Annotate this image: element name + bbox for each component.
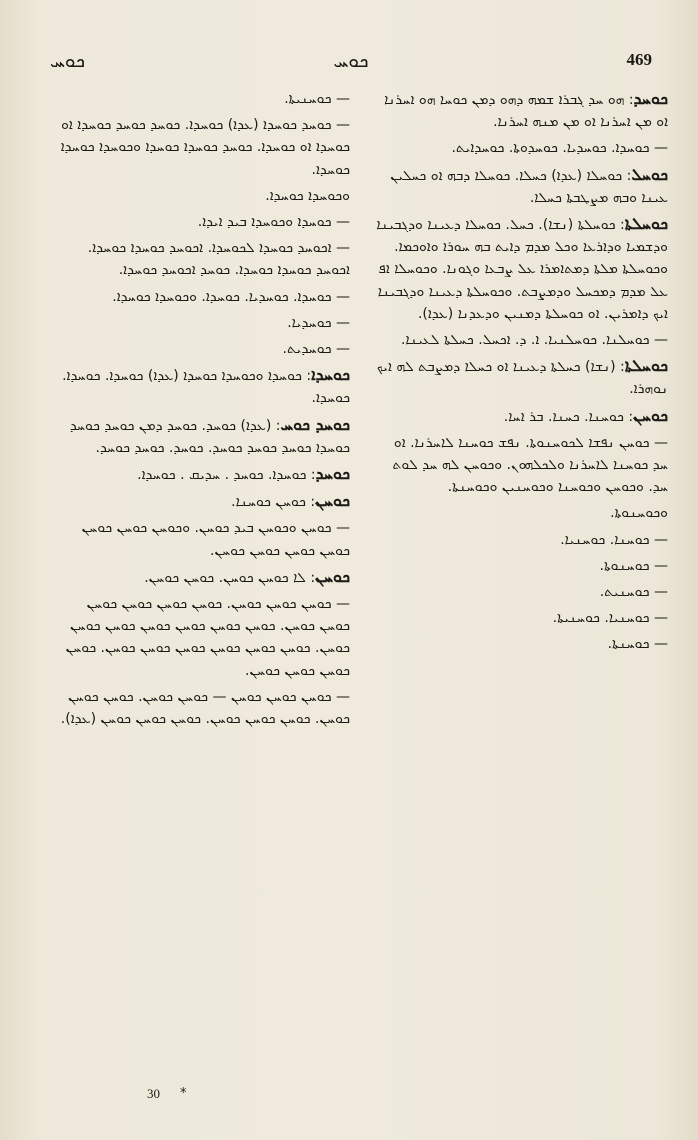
dictionary-entry (376, 502, 668, 524)
dictionary-entry (58, 593, 350, 682)
entry-headword: ܟܘܚܢ (315, 566, 350, 586)
left-column (58, 88, 350, 734)
signature-star: * (180, 1086, 187, 1101)
header-center-title: ܟܘܚ (333, 50, 369, 72)
entry-headword: ܟܘܚܢ (633, 405, 668, 425)
dictionary-entry: ܟܘܚܢ: ܠܐ ܟܘܚܢ ܟܘܚܢ. ܟܘܚܢ ܟܘܚܢ. (144, 566, 350, 586)
dictionary-entry (376, 432, 668, 499)
entry-text: — ܟܘܚܕܝܐ. (287, 314, 350, 331)
entry-headword: ܟܘܚܠܬܐ (624, 356, 668, 376)
dictionary-entry (58, 686, 350, 730)
dictionary-entry: ܟܘܚܕ ܟܘܚ: (ܥܕܐ) ܟܘܚܕ. ܟܘܚܕ ܕܡܢ ܟܘܚܕ ܟܘܚܕ ܟܘܚܕܐ ܟܘܚܕ ܟܘܚܕ ܟܘܚܕ. ܟܘܚܕ. ܟܘܚܕ ܟܘܚܕ. (69, 414, 350, 456)
dictionary-entry (58, 338, 350, 360)
dictionary-entry (376, 529, 668, 551)
entry-text: — ܟܘܚܢ ܟܘܚܢ ܟܘܚܢ. ܟܘܚܢ ܟܘܚܢ ܟܘܚܢ ܟܘܚܢ ܟܘܚܢ ܟܘܚܢ. ܟܘܚܢ ܟܘܚܢ ܟܘܚܢ ܟܘܚܢ ܟܘܚܢ ܟܘܚܢ ܟܘܚܢ. ܟܘܚܢ ܟܘܚܢ ܟܘܚܢ ܟܘܚܢ ܟܘܚܢ ܟܘܚܢ. ܟܘܚܢ ܟܘܚܢ ܟܘܚܢ ܟܘܚܢ. (65, 596, 350, 679)
dictionary-entry (58, 517, 350, 561)
entry-text: ܘܟܘܚܢܘܬܐ. (610, 505, 668, 522)
entry-text: — ܟܘܚܕܐ. ܟܘܚܕܝܐ. ܟܘܚܕܐ. ܘܟܘܚܕܐ ܟܘܚܕܐ. (112, 288, 350, 305)
dictionary-entry: ܟܘܚܠܬܐ: (ܢܫܐ) ܟܚܠܬܐ ܕܥܝܢܐ ܐܘ ܟܚܠܐ ܕܡܨܒܬ ܠܗ ܐܝܟ ܢܘܗܪܐ. (376, 356, 668, 398)
entry-text: — ܟܘܚܢܝܬܐ. (284, 91, 350, 107)
dictionary-entry: ܟܘܚܕ: ܟܘܚܕܐ. ܟܘܚܕ . ܚܕܝܩ . ܟܘܚܕܐ. (137, 464, 350, 484)
header-left-catchword: ܟܘܚ (50, 50, 86, 72)
dictionary-entry (376, 329, 668, 351)
entry-text: — ܟܘܚܢܝܬ. (599, 584, 668, 601)
dictionary-entry (376, 633, 668, 655)
dictionary-entry: ܟܘܚܕܐ: ܟܘܚܕܐ ܘܟܘܚܕܐ ܟܘܚܕܐ (ܥܕܐ) ܟܘܚܕܐ. ܟܘܚܕܐ. ܟܘܚܕܐ. (62, 365, 350, 407)
dictionary-entry (58, 185, 350, 207)
entry-text: — ܟܘܚܕܐ. ܟܘܚܕܝܐ. ܟܘܚܕܘܬܐ. ܟܘܚܕܐܝܬ. (451, 140, 668, 157)
entry-text: — ܟܘܚܢܘܬܐ. (599, 557, 668, 574)
entry-text: — ܟܘܚܠܢܐ. ܟܘܚܠܢܝܐ. ܐ. ܕ. ܐܟܚܠ. ܟܚܠܬܐ ܠܥܝܢܐ. (400, 332, 668, 349)
running-header (44, 50, 658, 76)
signature-mark: 30 (147, 1086, 160, 1101)
entry-text: — ܐܟܘܚܕ ܟܘܚܕܐ ܠܟܘܚܕܐ. ܐܟܘܚܕ ܟܘܚܕܐ ܟܘܚܕܐ. ܐܟܘܚܕ ܟܘܚܕܐ ܟܘܚܕܐ. ܟܘܚܕ ܐܟܘܚܕ ܟܘܚܕܐ. (87, 240, 350, 279)
page-number: 469 (626, 50, 652, 69)
entry-text: — ܟܘܚܢ ܟܘܚܢ ܟܘܚܢ — ܟܘܚܢ ܟܘܚܢ. ܟܘܚܢ ܟܘܚܢ ܟܘܚܢ. ܟܘܚܢ ܟܘܚܢ ܟܘܚܢ. ܟܘܚܢ ܟܘܚܢ ܟܘܚܢ (ܥܕܐ). (60, 688, 350, 728)
right-column (376, 88, 668, 660)
dictionary-entry: ܟܘܚܠ: ܟܘܚܠܐ (ܥܕܐ) ܟܚܠܐ. ܟܘܚܠܐ ܕܒܗ ܐܘ ܟܚܠܝܢ ܥܝܢܐ ܘܒܗ ܡܨܛܒܬܐ ܟܚܠܐ. (390, 164, 668, 206)
dictionary-entry: ܟܘܚܠܬܐ: ܟܘܚܠܬܐ (ܢܫܐ). ܟܚܠ. ܟܘܚܠܐ ܕܥܝܢܐ ܘܕܓܒܝܢܐ ܘܕܫܡܝܐ ܘܕܐܪܥܐ ܘܟܠ ܡܕܡ ܕܐܝܬ ܒܗ ܚܘܪܐ ܘܐܘܟܡܐ. ܘܟܘܚܠܬܐ ܡܠܬܐ ܕܡܬܐܡܪܐ ܥܠ ܨܒܥܐ ܘܓܘܢܐ. ܘܟܘܚܠܐ ܐܦ ܥܠ ܡܕܡ ܕܡܟܚܠ ܘܕܡܨܒܬ. ܘܟܘܚܠܬܐ ܕܥܝܢܐ ܘܕܓܒܝܢܐ ܐܝܟ ܕܐܡܪܝܢ. ܐܘ ܟܘܚܠܬܐ ܕܡܢܝܢ ܘܕܥܕܢܐ (ܥܕܐ). (376, 214, 668, 322)
entry-headword: ܟܘܚܕ ܟܘܚ (280, 414, 350, 434)
entry-text: — ܟܘܚܢܝܐ. ܟܘܚܢܝܬܐ. (552, 610, 668, 627)
dictionary-entry (376, 581, 668, 603)
entry-text: — ܟܘܚܢܬܐ. (607, 636, 668, 653)
entry-headword: ܟܘܚܠ (631, 164, 668, 184)
dictionary-entry: ܟܘܚܕ: ܗܘ ܚܕ ܓܒܪܐ ܫܡܗ ܕܗܘ ܕܡܢ ܟܘܚܐ ܗܘ ܐܚܪܢܐ ܐܘ ܡܢ ܐܚܪܢܐ ܐܘ ܡܢ ܡܢܗ ܐܚܪܢܐ. (384, 89, 668, 131)
entry-text: ܠܐ ܟܘܚܢ ܟܘܚܢ. ܟܘܚܢ ܟܘܚܢ. (144, 569, 306, 586)
dictionary-entry (376, 137, 668, 159)
dictionary-entry (58, 237, 350, 281)
entry-text: ܟܘܚܕܐ ܘܟܘܚܕܐ ܟܘܚܕܐ (ܥܕܐ) ܟܘܚܕܐ. ܟܘܚܕܐ. ܟܘܚܕܐ. (62, 368, 350, 407)
entry-text: ܟܘܚܠܐ (ܥܕܐ) ܟܚܠܐ. ܟܘܚܠܐ ܕܒܗ ܐܘ ܟܚܠܝܢ ܥܝܢܐ ܘܒܗ ܡܨܛܒܬܐ ܟܚܠܐ. (390, 167, 668, 206)
entry-headword: ܟܘܚܕܐ (311, 365, 350, 385)
entry-headword: ܟܘܚܕ (633, 89, 668, 108)
entry-text: ܟܘܚܢ ܟܘܚܢܐ. (231, 494, 306, 511)
entry-text: (ܥܕܐ) ܟܘܚܕ. ܟܘܚܕ ܕܡܢ ܟܘܚܕ ܟܘܚܕ ܟܘܚܕܐ ܟܘܚܕ ܟܘܚܕ ܟܘܚܕ. ܟܘܚܕ. ܟܘܚܕ ܟܘܚܕ. (69, 417, 350, 456)
entry-text: — ܟܘܚܢܐ. ܟܘܚܢܝܐ. (560, 531, 668, 548)
dictionary-entry (58, 286, 350, 308)
entry-headword: ܟܘܚܢ (315, 491, 350, 511)
dictionary-entry (376, 555, 668, 577)
entry-text: ܘܟܘܚܕܐ ܟܘܚܕܐ. (265, 187, 350, 204)
entry-headword: ܟܘܚܕ (315, 464, 350, 484)
dictionary-entry (58, 312, 350, 334)
entry-text: — ܟܘܚܢ ܢܦܫܐ ܠܟܘܚܢܘܬܐ. ܢܦܫ ܟܘܚܢܐ ܠܐܚܪܢܐ. ܐܘ ܚܕ ܟܘܚܢܐ ܠܐܚܪܢܐ ܘܠܟܠܗܘܢ. ܘܟܘܚܢ ܠܗ ܚܕ ܠܘܬ ܚܕ. ܘܟܘܚܢ ܘܟܘܚܢܐ ܘܟܘܚܢܝܢ ܘܟܘܚܢܬܐ. (392, 434, 668, 496)
entry-text: ܟܘܚܢܐ. ܟܚܢܐ. ܒܪ ܐܚܐ. (503, 408, 624, 425)
entry-text: ܟܘܚܠܬܐ (ܢܫܐ). ܟܚܠ. ܟܘܚܠܐ ܕܥܝܢܐ ܘܕܓܒܝܢܐ ܘܕܫܡܝܐ ܘܕܐܪܥܐ ܘܟܠ ܡܕܡ ܕܐܝܬ ܒܗ ܚܘܪܐ ܘܐܘܟܡܐ. ܘܟܘܚܠܬܐ ܡܠܬܐ ܕܡܬܐܡܪܐ ܥܠ ܨܒܥܐ ܘܓܘܢܐ. ܘܟܘܚܠܐ ܐܦ ܥܠ ܡܕܡ ܕܡܟܚܠ ܘܕܡܨܒܬ. ܘܟܘܚܠܬܐ ܕܥܝܢܐ ܘܕܓܒܝܢܐ ܐܝܟ ܕܐܡܪܝܢ. ܐܘ ܟܘܚܠܬܐ ܕܡܢܝܢ ܘܕܥܕܢܐ (ܥܕܐ). (376, 217, 668, 322)
entry-text: — ܟܘܚܕܐ ܘܟܘܚܕܐ ܒܝܕ ܐܝܕܐ. (197, 214, 350, 231)
dictionary-entry (58, 211, 350, 233)
entry-text: — ܟܘܚܢ ܘܟܘܚܢ ܒܝܕ ܟܘܚܢ. ܘܟܘܚܢ ܟܘܚܢ ܟܘܚܢ ܟܘܚܢ ܟܘܚܢ ܟܘܚܢ ܟܘܚܢ. (81, 520, 350, 559)
dictionary-entry: ܟܘܚܢ: ܟܘܚܢܐ. ܟܚܢܐ. ܒܪ ܐܚܐ. (503, 405, 668, 425)
dictionary-entry (58, 88, 350, 110)
entry-text: ܗܘ ܚܕ ܓܒܪܐ ܫܡܗ ܕܗܘ ܕܡܢ ܟܘܚܐ ܗܘ ܐܚܪܢܐ ܐܘ ܡܢ ܐܚܪܢܐ ܐܘ ܡܢ ܡܢܗ ܐܚܪܢܐ. (384, 92, 668, 131)
dictionary-entry (58, 114, 350, 181)
entry-text: ܟܘܚܕܐ. ܟܘܚܕ . ܚܕܝܩ . ܟܘܚܕܐ. (137, 467, 307, 484)
entry-text: — ܟܘܚܕܝܬ. (282, 341, 350, 358)
dictionary-entry: ܟܘܚܢ: ܟܘܚܢ ܟܘܚܢܐ. (231, 491, 350, 511)
dictionary-entry (376, 607, 668, 629)
entry-text: — ܟܘܚܕ ܟܘܚܕܐ (ܥܕܐ) ܟܘܚܕܐ. ܟܘܚܕ ܟܘܚܕ ܟܘܚܕܐ ܐܘ ܟܘܚܕܐ ܐܘ ܟܘܚܕܐ. ܟܘܚܕ ܟܘܚܕܐ ܟܘܚܕܐ ܘܟܘܚܕܐ ܟܘܚܕܐ ܟܘܚܕܐ. (60, 117, 350, 178)
entry-text: (ܢܫܐ) ܟܚܠܬܐ ܕܥܝܢܐ ܐܘ ܟܚܠܐ ܕܡܨܒܬ ܠܗ ܐܝܟ ܢܘܗܪܐ. (376, 359, 668, 398)
entry-headword: ܟܘܚܠܬܐ (624, 214, 668, 234)
